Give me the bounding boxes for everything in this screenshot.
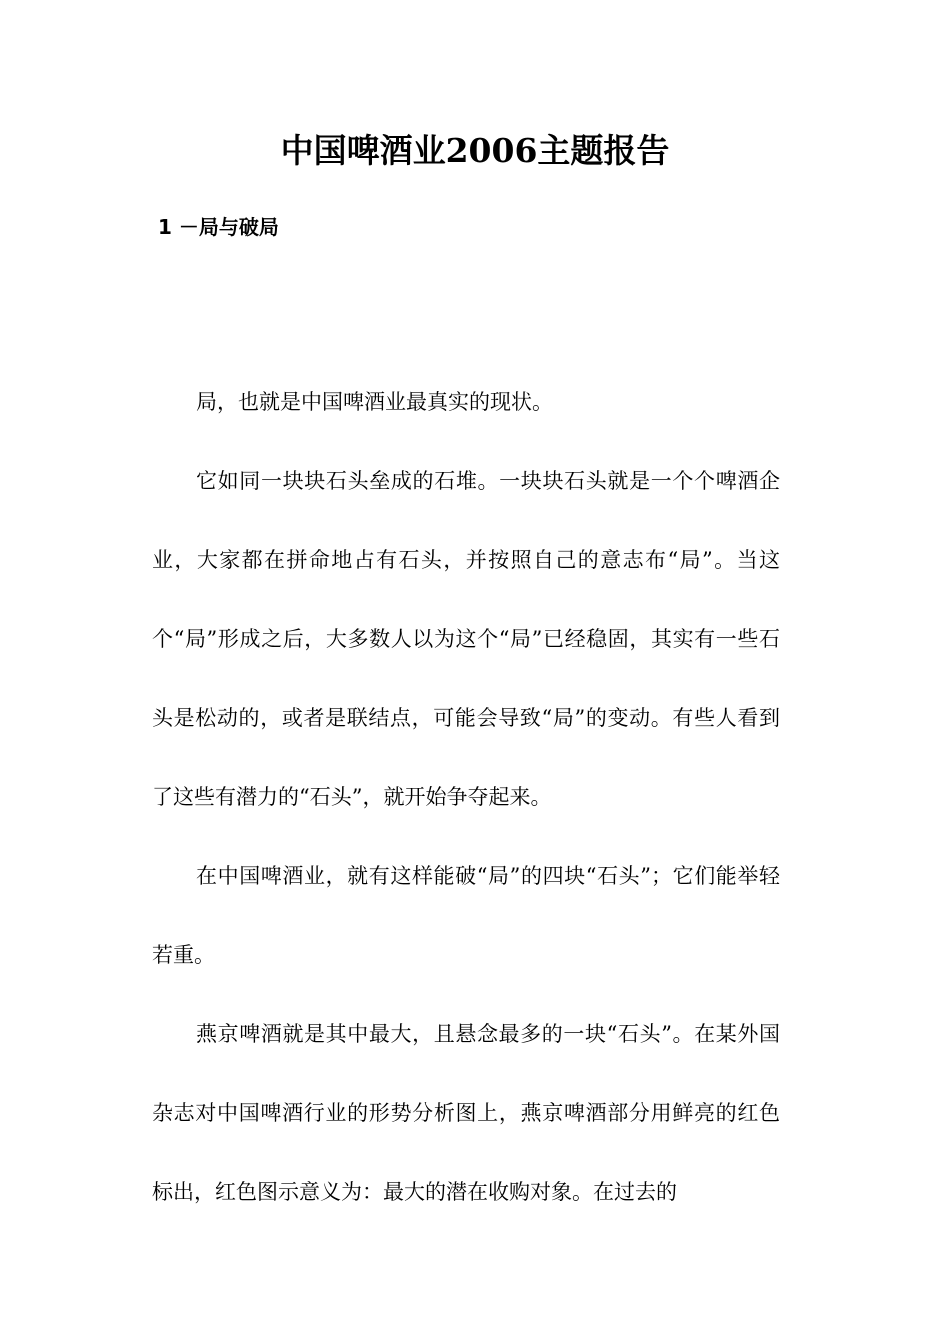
paragraph: 它如同一块块石头垒成的石堆。一块块石头就是一个个啤酒企业，大家都在拼命地占有石头，并按照自己的意志布“局”。当这个“局”形成之后，大多数人以为这个“局”已经稳固，其实有一些石头是松动的，或者是联结点，可能会导致“局”的变动。有些人看到了这些有潜力的“石头”，就开始争夺起来。 bbox=[152, 469, 780, 809]
document-body bbox=[152, 363, 780, 1232]
paragraph: 局，也就是中国啤酒业最真实的现状。 bbox=[196, 390, 553, 414]
section-heading: 1 －局与破局 bbox=[158, 215, 279, 239]
document-title: 中国啤酒业2006主题报告 bbox=[280, 131, 670, 170]
paragraph: 在中国啤酒业，就有这样能破“局”的四块“石头”；它们能举轻若重。 bbox=[152, 864, 780, 967]
paragraph: 燕京啤酒就是其中最大，且悬念最多的一块“石头”。在某外国杂志对中国啤酒行业的形势分析图上，燕京啤酒部分用鲜亮的红色标出，红色图示意义为：最大的潜在收购对象。在过去的 bbox=[152, 1022, 780, 1204]
